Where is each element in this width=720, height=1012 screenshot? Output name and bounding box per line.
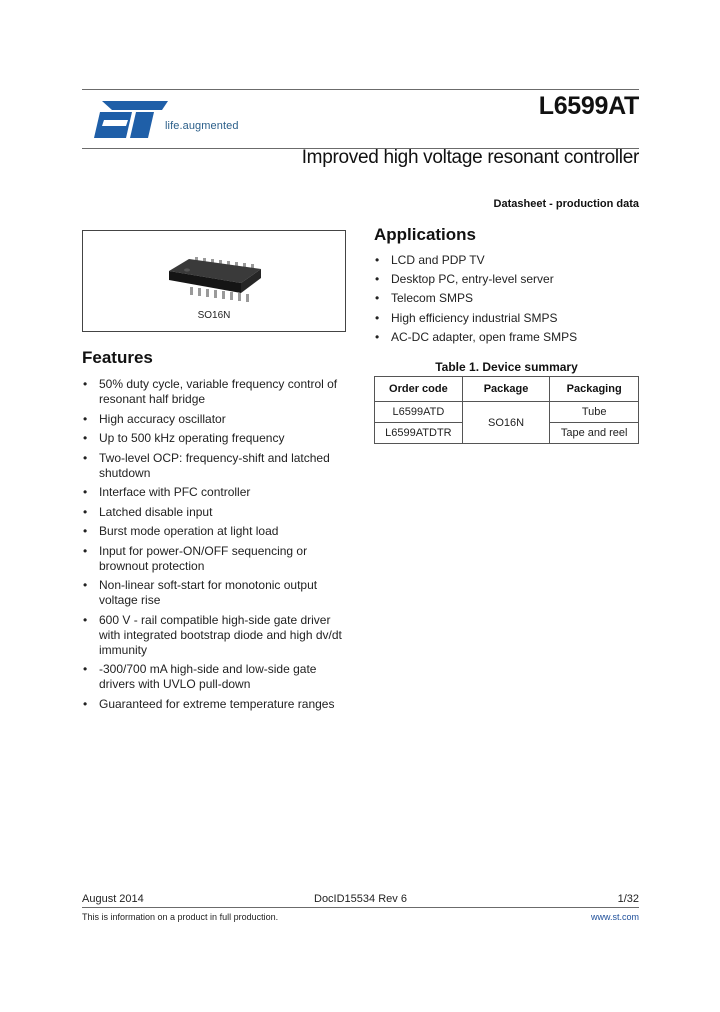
st-logo bbox=[90, 98, 260, 140]
packaging-cell: Tape and reel bbox=[550, 423, 639, 444]
list-item: • 50% duty cycle, variable frequency control of resonant half bridge bbox=[83, 377, 338, 406]
footer-website-link[interactable]: www.st.com bbox=[590, 912, 639, 922]
table-header-row bbox=[375, 377, 639, 402]
list-item: • Two-level OCP: frequency-shift and latched shutdown bbox=[83, 450, 330, 480]
package-label: SO16N bbox=[197, 310, 231, 321]
features-heading: Features bbox=[82, 348, 153, 367]
list-item: • LCD and PDP TV bbox=[375, 253, 485, 267]
footer-page-number: 1/32 bbox=[617, 893, 639, 905]
list-item: • Up to 500 kHz operating frequency bbox=[83, 431, 285, 445]
list-item: • -300/700 mA high-side and low-side gate drivers with UVLO pull-down bbox=[83, 662, 317, 691]
bottom-rule bbox=[82, 907, 639, 908]
features-list bbox=[82, 377, 352, 716]
column-header: Packaging bbox=[550, 377, 639, 402]
footer-doc-id: DocID15534 Rev 6 bbox=[314, 893, 407, 905]
footer-date: August 2014 bbox=[82, 893, 144, 905]
list-item: • Telecom SMPS bbox=[375, 291, 474, 306]
column-header: Order code bbox=[375, 377, 463, 402]
list-item: • AC-DC adapter, open frame SMPS bbox=[375, 329, 578, 344]
list-item: • Guaranteed for extreme temperature ranges bbox=[83, 696, 335, 711]
package-cell: SO16N bbox=[462, 402, 550, 444]
page-subtitle: Improved high voltage resonant controller bbox=[301, 147, 639, 168]
column-header: Package bbox=[462, 377, 550, 402]
applications-list bbox=[374, 253, 644, 349]
list-item: • Non-linear soft-start for monotonic output voltage rise bbox=[83, 578, 318, 607]
part-number: L6599AT bbox=[538, 92, 639, 120]
list-item: • Desktop PC, entry-level server bbox=[375, 272, 554, 287]
list-item: • Burst mode operation at light load bbox=[83, 524, 279, 538]
order-code-cell: L6599ATDTR bbox=[375, 423, 463, 444]
list-item: • High efficiency industrial SMPS bbox=[375, 310, 558, 325]
order-code-cell: L6599ATD bbox=[375, 402, 463, 423]
package-figure bbox=[82, 230, 346, 332]
st-logo-mark bbox=[90, 98, 170, 138]
list-item: • Interface with PFC controller bbox=[83, 485, 251, 499]
so16n-chip-image bbox=[157, 251, 277, 311]
device-summary-table bbox=[374, 376, 639, 444]
datasheet-type: Datasheet - production data bbox=[493, 198, 639, 210]
table-caption: Table 1. Device summary bbox=[435, 360, 578, 374]
applications-heading: Applications bbox=[374, 225, 477, 244]
packaging-cell: Tube bbox=[550, 402, 639, 423]
list-item: • Input for power-ON/OFF sequencing or brownout protection bbox=[83, 543, 308, 573]
logo-tagline: life.augmented bbox=[165, 120, 239, 132]
list-item: • Latched disable input bbox=[83, 504, 213, 519]
list-item: • High accuracy oscillator bbox=[83, 411, 226, 426]
footer-production-note: This is information on a product in full production. bbox=[82, 912, 279, 922]
top-rule bbox=[82, 89, 639, 90]
list-item: • 600 V - rail compatible high-side gate driver with integrated bootstrap diode and high dv/dt immunity bbox=[83, 612, 342, 657]
table-row bbox=[375, 402, 639, 423]
